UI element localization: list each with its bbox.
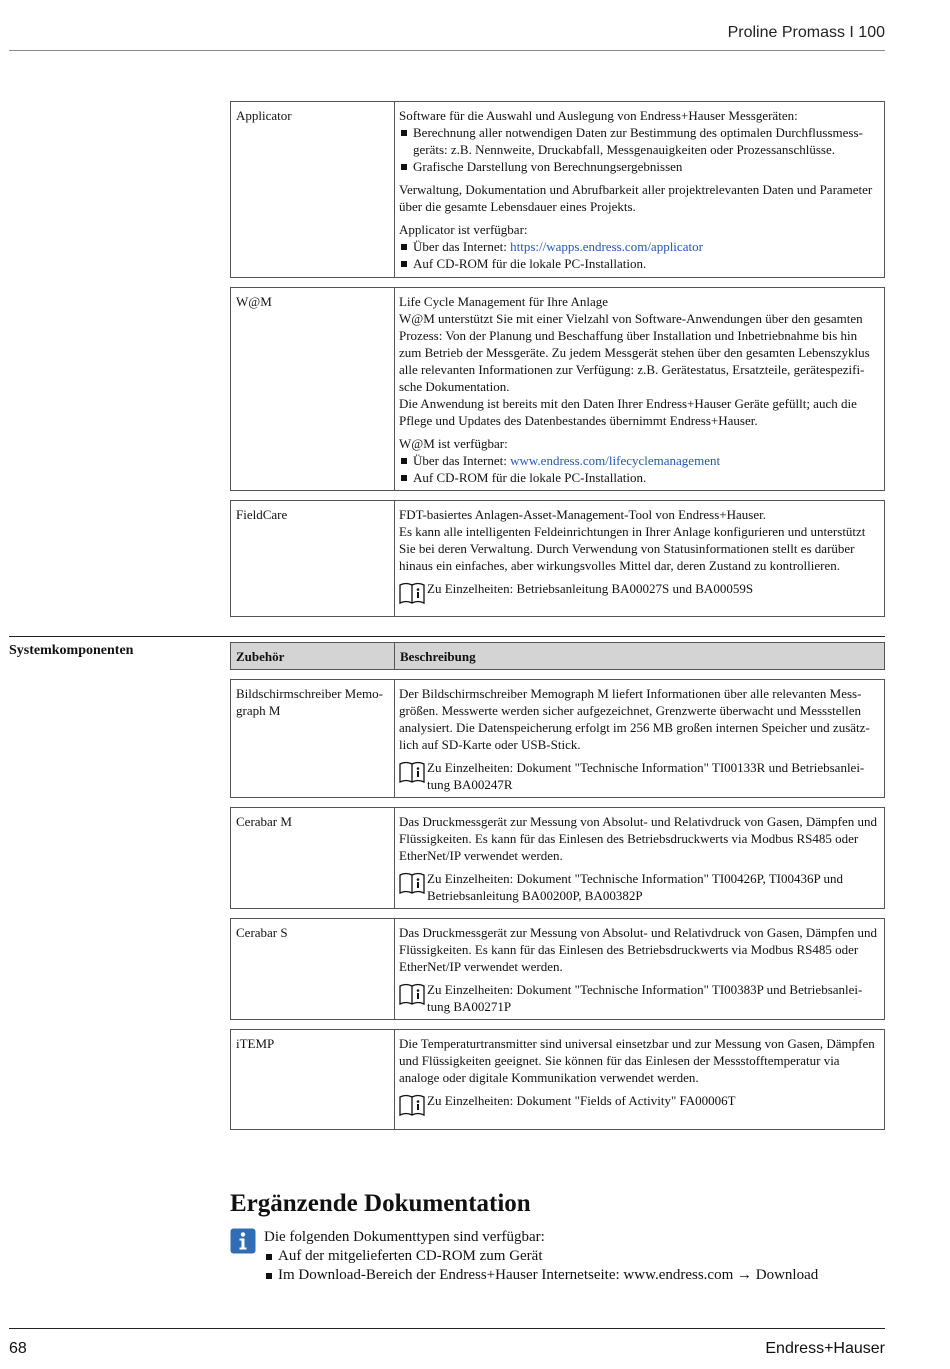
col-header-description: Beschreibung bbox=[400, 649, 476, 664]
wam-body-2: Die Anwendung ist bereits mit den Daten Ihrer Endress+Hauser Geräte gefüllt; auch die Pflege und Updates des Datenbestandes übernimmt Endress+Hauser. bbox=[399, 396, 857, 428]
col-header-accessory: Zubehör bbox=[231, 643, 395, 669]
book-reference-icon bbox=[399, 759, 427, 793]
footer-rule bbox=[9, 1328, 885, 1329]
component-desc-text: Das Druckmessgerät zur Messung von Absolut- und Relativdruck von Gasen, Dämpfen und Flüssigkeiten. Es kann für das Einlesen des Betriebsdruckwerts via Modbus RS485 oder EtherNet/IP verwendet werden. bbox=[399, 814, 878, 863]
footer-brand: Endress+Hauser bbox=[765, 1340, 885, 1357]
component-desc-text: Das Druckmessgerät zur Messung von Absolut- und Relativdruck von Gasen, Dämpfen und Flüssigkeiten. Es kann für das Einlesen des Betriebsdruckwerts via Modbus RS485 oder EtherNet/IP verwendet werden. bbox=[399, 925, 878, 974]
supplementary-list bbox=[264, 1247, 818, 1285]
table-row bbox=[230, 679, 885, 798]
wam-name: W@M bbox=[231, 288, 395, 490]
list-item bbox=[399, 452, 879, 469]
table-row bbox=[230, 1029, 885, 1130]
wam-description bbox=[395, 288, 884, 490]
wam-availability-list bbox=[399, 452, 879, 486]
table-row bbox=[230, 807, 885, 909]
supplementary-intro: Die folgenden Dokumenttypen sind verfügbar: bbox=[264, 1229, 545, 1245]
fieldcare-row bbox=[230, 500, 885, 617]
section-rule bbox=[9, 636, 885, 637]
fieldcare-body: Es kann alle intelligenten Feldeinrichtungen in Ihrer Anlage konfigurieren und unterstützt Sie bei deren Verwaltung. Durch Verwendung von Statusinformationen stellt es darüber hinaus ein einfaches, aber wirkungsvolles Mittel dar, deren Zustand zu kontrollieren. bbox=[399, 524, 866, 573]
applicator-link[interactable]: https://wapps.endress.com/applicator bbox=[510, 239, 703, 254]
component-note bbox=[399, 759, 879, 793]
applicator-bullet-list bbox=[399, 124, 879, 175]
component-name: iTEMP bbox=[231, 1030, 395, 1129]
component-note bbox=[399, 1092, 879, 1121]
component-name: Cerabar M bbox=[231, 808, 395, 908]
fieldcare-note bbox=[399, 580, 879, 609]
component-name: Cerabar S bbox=[231, 919, 395, 1019]
applicator-intro: Software für die Auswahl und Auslegung von Endress+Hauser Messgeräten: bbox=[399, 108, 798, 123]
component-description bbox=[395, 680, 884, 797]
list-item: Berechnung aller notwendigen Daten zur Bestimmung des optimalen Durchflussmess-geräts: z.B. Nennweite, Druckabfall, Messgenauigkeiten oder Prozessanschlüsse. bbox=[399, 124, 879, 158]
component-note-text: Zu Einzelheiten: Dokument "Technische Information" TI00133R und Betriebsanlei-tung BA00247R bbox=[427, 760, 865, 792]
component-note-text: Zu Einzelheiten: Dokument "Technische Information" TI00426P, TI00436P und Betriebsanleitung BA00200P, BA00382P bbox=[427, 871, 843, 903]
list-item: Auf CD-ROM für die lokale PC-Installation. bbox=[399, 255, 879, 272]
component-desc-text: Die Temperaturtransmitter sind universal einsetzbar und zur Messung von Gasen, Dämpfen und Flüssigkeiten geeignet. Sie können für das Einlesen der Messstofftemperatur via analoge oder digitale Kommunikation verwendet werden. bbox=[399, 1036, 875, 1085]
supplementary-text bbox=[264, 1228, 818, 1285]
wam-row bbox=[230, 287, 885, 491]
component-description bbox=[395, 1030, 884, 1129]
book-reference-icon bbox=[399, 870, 427, 904]
applicator-para: Verwaltung, Dokumentation und Abrufbarkeit aller projektrelevanten Daten und Parameter über die gesamte Lebensdauer eines Projekts. bbox=[399, 182, 873, 214]
applicator-availability-list bbox=[399, 238, 879, 272]
component-name: Bildschirmschreiber Memo-graph M bbox=[231, 680, 395, 797]
book-reference-icon bbox=[399, 1092, 427, 1121]
section-label-systemkomponenten: Systemkomponenten bbox=[9, 643, 134, 658]
book-reference-icon bbox=[399, 580, 427, 609]
applicator-availability: Applicator ist verfügbar: bbox=[399, 222, 528, 237]
header-rule bbox=[9, 50, 885, 51]
internet-prefix: Über das Internet: bbox=[413, 239, 511, 254]
list-item: Auf CD-ROM für die lokale PC-Installation. bbox=[399, 469, 879, 486]
wam-availability: W@M ist verfügbar: bbox=[399, 436, 508, 451]
book-reference-icon bbox=[399, 981, 427, 1015]
fieldcare-name: FieldCare bbox=[231, 501, 395, 616]
list-item: Auf der mitgelieferten CD-ROM zum Gerät bbox=[264, 1247, 818, 1266]
fieldcare-description bbox=[395, 501, 884, 616]
page-number: 68 bbox=[9, 1340, 27, 1357]
list-item bbox=[399, 238, 879, 255]
component-note-text: Zu Einzelheiten: Dokument "Technische Information" TI00383P und Betriebsanlei-tung BA00271P bbox=[427, 982, 863, 1014]
component-note bbox=[399, 981, 879, 1015]
fieldcare-intro: FDT-basiertes Anlagen-Asset-Management-Tool von Endress+Hauser. bbox=[399, 507, 766, 522]
list-item: Im Download-Bereich der Endress+Hauser Internetseite: www.endress.com → Download bbox=[264, 1266, 818, 1285]
component-description bbox=[395, 919, 884, 1019]
applicator-name: Applicator bbox=[231, 102, 395, 277]
components-table-header bbox=[230, 642, 885, 670]
supplementary-info bbox=[230, 1228, 880, 1285]
component-note-text: Zu Einzelheiten: Dokument "Fields of Activity" FA00006T bbox=[427, 1093, 736, 1108]
wam-intro: Life Cycle Management für Ihre Anlage bbox=[399, 294, 608, 309]
info-icon bbox=[230, 1228, 264, 1285]
fieldcare-note-text: Zu Einzelheiten: Betriebsanleitung BA00027S und BA00059S bbox=[427, 581, 754, 596]
component-note bbox=[399, 870, 879, 904]
list-item: Grafische Darstellung von Berechnungsergebnissen bbox=[399, 158, 879, 175]
component-desc-text: Der Bildschirmschreiber Memograph M liefert Informationen über alle relevanten Mess-größen. Messwerte werden sicher aufgezeichnet, Grenzwerte überwacht und Messstellen analysiert. Die Datenspeicherung erfolgt im 256 MB großen internen Speicher und zusätz-lich auf SD-Karte oder USB-Stick. bbox=[399, 686, 870, 752]
table-row bbox=[230, 918, 885, 1020]
wam-link[interactable]: www.endress.com/lifecyclemanagement bbox=[510, 453, 721, 468]
applicator-row bbox=[230, 101, 885, 278]
component-description bbox=[395, 808, 884, 908]
wam-body: W@M unterstützt Sie mit einer Vielzahl von Software-Anwendungen über den gesamten Prozess: Von der Planung und Beschaffung über Installation und Inbetriebnahme bis hin zum Betrieb der Messgeräte. Zu jedem Messgerät stehen über den gesamten Lebenszyklus alle relevanten Informationen zur Verfügung: z.B. Gerätestatus, Ersatzteile, gerätespezifi-sche Dokumentation. bbox=[399, 311, 870, 394]
section-title-supplementary: Ergänzende Dokumentation bbox=[230, 1190, 531, 1217]
applicator-description bbox=[395, 102, 884, 277]
internet-prefix: Über das Internet: bbox=[413, 453, 511, 468]
page-header-title: Proline Promass I 100 bbox=[727, 24, 885, 41]
